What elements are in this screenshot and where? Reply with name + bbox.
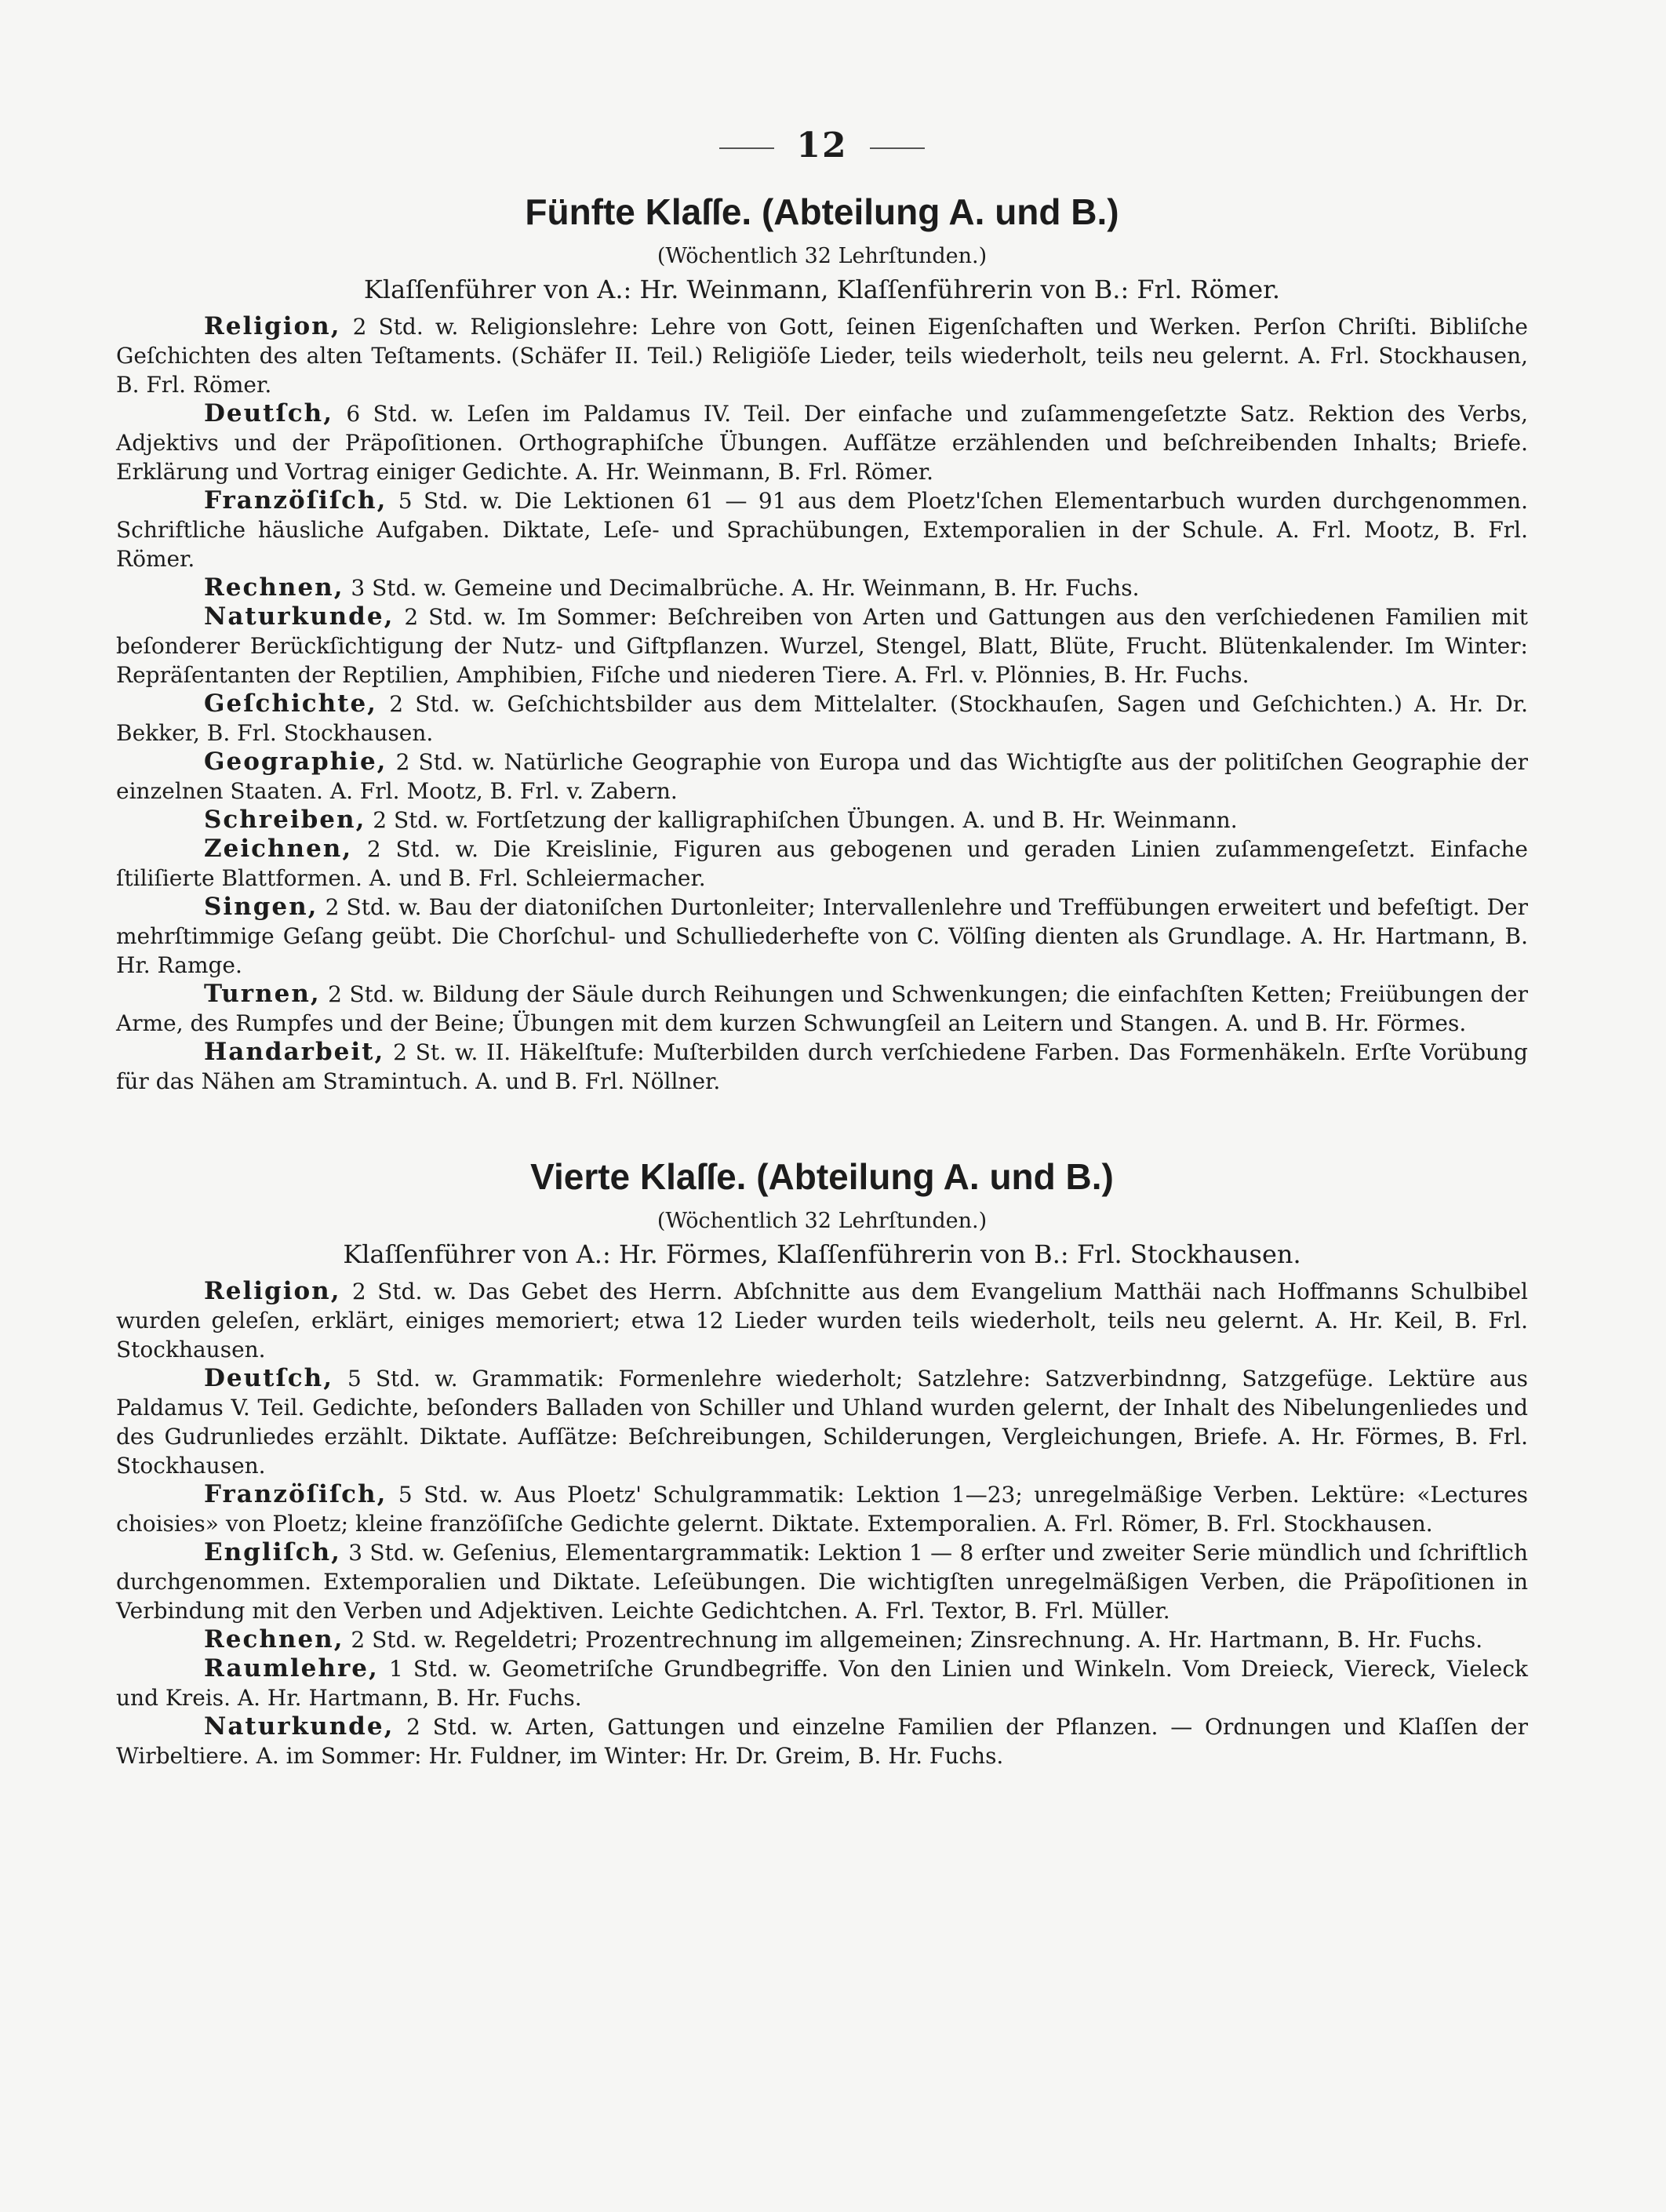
subject-name: Franzöſiſch, — [204, 486, 387, 515]
entry-deutsch — [116, 1364, 1528, 1480]
section-teachers: Klaſſenführer von A.: Hr. Förmes, Klaſſenführerin von B.: Frl. Stockhausen. — [343, 1239, 1301, 1269]
section-hours: (Wöchentlich 32 Lehrſtunden.) — [657, 1209, 988, 1233]
subject-name: Geographie, — [204, 748, 387, 776]
subject-text: 3 Std. w. Gemeine und Decimalbrüche. A. Hr. Weinmann, B. Hr. Fuchs. — [351, 575, 1140, 601]
entry-geschichte — [116, 689, 1528, 748]
entry-raumlehre — [116, 1654, 1528, 1712]
subject-name: Singen, — [204, 893, 318, 921]
subject-text: 5 Std. w. Die Lektionen 61 — 91 aus dem Ploetz'ſchen Elementarbuch wurden durchgenommen. Schriftliche häusliche Aufgaben. Diktate, Leſe- und Sprachübungen, Extemporalien in der Schule. A. Frl. Mootz, B. Frl. Römer. — [116, 488, 1528, 572]
section-fourth-class — [116, 1155, 1528, 1770]
subject-name: Rechnen, — [204, 1625, 344, 1654]
subject-text: 3 Std. w. Geſenius, Elementargrammatik: Lektion 1 — 8 erſter und zweiter Serie mündlich und ſchriftlich durchgenommen. Extemporalien und Diktate. Leſeübungen. Die wichtigſten unregelmäßigen Verben, die Präpoſitionen in Verbindung mit den Verben und Adjektiven. Leichte Gedichtchen. A. Frl. Textor, B. Frl. Müller. — [116, 1540, 1528, 1624]
subject-text: 5 Std. w. Grammatik: Formenlehre wiederholt; Satzlehre: Satzverbindnng, Satzgefüge. Lektüre aus Paldamus V. Teil. Gedichte, beſonders Balladen von Schiller und Uhland wurden gelernt, der Inhalt des Nibelungenliedes und des Gudrunliedes erzählt. Diktate. Aufſätze: Beſchreibungen, Schilderungen, Vergleichungen, Briefe. A. Hr. Förmes, B. Frl. Stockhausen. — [116, 1366, 1528, 1479]
section-title: Vierte Klaſſe. (Abteilung A. und B.) — [530, 1156, 1114, 1197]
subject-name: Handarbeit, — [204, 1038, 385, 1066]
subject-name: Turnen, — [204, 980, 321, 1008]
entry-rechnen — [116, 1625, 1528, 1654]
subject-name: Deutſch, — [204, 399, 334, 427]
page-number-line — [116, 126, 1528, 166]
subject-name: Rechnen, — [204, 573, 344, 602]
subject-text: 2 Std. w. Geſchichtsbilder aus dem Mittelalter. (Stockhauſen, Sagen und Geſchichten.) A. Hr. Dr. Bekker, B. Frl. Stockhausen. — [116, 691, 1528, 746]
subject-text: 2 Std. w. Regeldetri; Prozentrechnung im allgemeinen; Zinsrechnung. A. Hr. Hartmann, B. Hr. Fuchs. — [351, 1627, 1483, 1653]
entry-naturkunde — [116, 1712, 1528, 1770]
dash-left — [719, 147, 774, 149]
subject-name: Religion, — [204, 312, 341, 340]
subject-name: Raumlehre, — [204, 1654, 379, 1683]
subject-text: 2 Std. w. Natürliche Geographie von Europa und das Wichtigſte aus der politiſchen Geographie der einzelnen Staaten. A. Frl. Mootz, B. Frl. v. Zabern. — [116, 749, 1528, 804]
entry-singen — [116, 893, 1528, 980]
subject-text: 2 Std. w. Arten, Gattungen und einzelne Familien der Pflanzen. — Ordnungen und Klaſſen der Wirbeltiere. A. im Sommer: Hr. Fuldner, im Winter: Hr. Dr. Greim, B. Hr. Fuchs. — [116, 1714, 1528, 1769]
entry-rechnen — [116, 573, 1528, 602]
subject-text: 6 Std. w. Leſen im Paldamus IV. Teil. Der einfache und zuſammengeſetzte Satz. Rektion des Verbs, Adjektivs und der Präpoſitionen. Orthographiſche Übungen. Aufſätze erzählenden und beſchreibenden Inhalts; Briefe. Erklärung und Vortrag einiger Gedichte. A. Hr. Weinmann, B. Frl. Römer. — [116, 401, 1528, 485]
entry-englisch — [116, 1538, 1528, 1625]
subject-text: 2 St. w. II. Häkelſtufe: Muſterbilden durch verſchiedene Farben. Das Formenhäkeln. Erſte Vorübung für das Nähen am Stramintuch. A. und B. Frl. Nöllner. — [116, 1039, 1528, 1094]
subject-name: Zeichnen, — [204, 835, 353, 863]
subject-text: 2 Std. w. Bildung der Säule durch Reihungen und Schwenkungen; die einfachſten Ketten; Freiübungen der Arme, des Rumpfes und der Beine; Übungen mit dem kurzen Schwungſeil an Leitern und Stangen. A. und B. Hr. Förmes. — [116, 981, 1528, 1036]
section-title: Fünfte Klaſſe. (Abteilung A. und B.) — [525, 191, 1119, 232]
subject-name: Geſchichte, — [204, 689, 377, 718]
section-teachers: Klaſſenführer von A.: Hr. Weinmann, Klaſſenführerin von B.: Frl. Römer. — [363, 275, 1281, 304]
subject-text: 2 Std. w. Bau der diatoniſchen Durtonleiter; Intervallenlehre und Treffübungen erweitert und befeſtigt. Der mehrſtimmige Geſang geübt. Die Chorſchul- und Schulliederhefte von C. Völſing dienten als Grundlage. A. Hr. Hartmann, B. Hr. Ramge. — [116, 894, 1529, 978]
page-number: 12 — [796, 126, 848, 166]
subject-name: Naturkunde, — [204, 1712, 395, 1741]
subject-text: 1 Std. w. Geometriſche Grundbegriffe. Von den Linien und Winkeln. Vom Dreieck, Viereck, Vieleck und Kreis. A. Hr. Hartmann, B. Hr. Fuchs. — [116, 1656, 1528, 1711]
entry-naturkunde — [116, 602, 1528, 689]
subject-name: Schreiben, — [204, 806, 366, 834]
entry-turnen — [116, 980, 1528, 1038]
subject-text: 2 Std. w. Die Kreislinie, Figuren aus gebogenen und geraden Linien zuſammengeſetzt. Einfache ſtiliſierte Blattformen. A. und B. Frl. Schleiermacher. — [116, 836, 1528, 891]
entry-franzoesisch — [116, 486, 1528, 573]
entry-religion — [116, 1277, 1528, 1364]
subject-text: 5 Std. w. Aus Ploetz' Schulgrammatik: Lektion 1—23; unregelmäßige Verben. Lektüre: «Lectures choisies» von Ploetz; kleine franzöſiſche Gedichte gelernt. Diktate. Extemporalien. A. Frl. Römer, B. Frl. Stockhausen. — [116, 1482, 1528, 1537]
dash-right — [870, 147, 925, 149]
entry-handarbeit — [116, 1038, 1528, 1096]
subject-text: 2 Std. w. Im Sommer: Beſchreiben von Arten und Gattungen aus den verſchiedenen Familien mit beſonderer Berückſichtigung der Nutz- und Giftpflanzen. Wurzel, Stengel, Blatt, Blüte, Frucht. Blütenkalender. Im Winter: Repräſentanten der Reptilien, Amphibien, Fiſche und niederen Tiere. A. Frl. v. Plönnies, B. Hr. Fuchs. — [116, 604, 1528, 688]
subject-name: Franzöſiſch, — [204, 1480, 387, 1508]
entry-geographie — [116, 748, 1528, 806]
subject-text: 2 Std. w. Das Gebet des Herrn. Abſchnitte aus dem Evangelium Matthäi nach Hoffmanns Schulbibel wurden geleſen, erklärt, einiges memoriert; etwa 12 Lieder wurden teils wiederholt, teils neu gelernt. A. Hr. Keil, B. Frl. Stockhausen. — [116, 1279, 1529, 1362]
subject-name: Deutſch, — [204, 1364, 334, 1392]
entry-religion — [116, 312, 1528, 399]
section-fifth-class — [116, 191, 1528, 1096]
section-hours: (Wöchentlich 32 Lehrſtunden.) — [657, 244, 988, 268]
entry-zeichnen — [116, 835, 1528, 893]
subject-text: 2 Std. w. Religionslehre: Lehre von Gott, ſeinen Eigenſchaften und Werken. Perſon Chriſti. Bibliſche Geſchichten des alten Teſtaments. (Schäfer II. Teil.) Religiöſe Lieder, teils wiederholt, teils neu gelernt. A. Frl. Stockhausen, B. Frl. Römer. — [116, 314, 1528, 398]
subject-name: Engliſch, — [204, 1538, 341, 1566]
entry-deutsch — [116, 399, 1528, 486]
subject-name: Naturkunde, — [204, 602, 395, 631]
entry-schreiben — [116, 806, 1528, 835]
document-page — [116, 126, 1528, 1830]
subject-name: Religion, — [204, 1277, 341, 1305]
entry-franzoesisch — [116, 1480, 1528, 1538]
subject-text: 2 Std. w. Fortſetzung der kalligraphiſchen Übungen. A. und B. Hr. Weinmann. — [373, 807, 1238, 833]
